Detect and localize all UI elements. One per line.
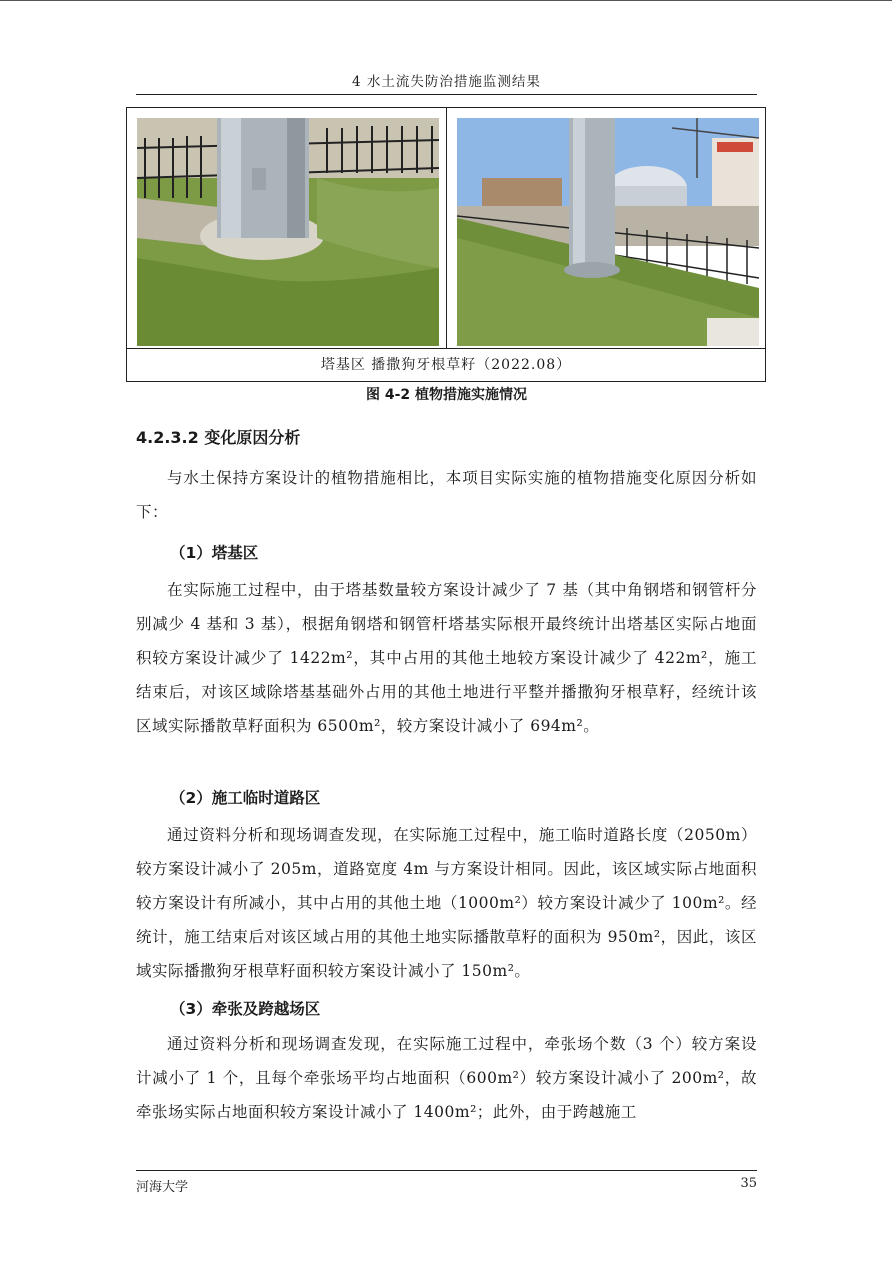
figure-photo-caption: 塔基区 播撒狗牙根草籽（2022.08） [320, 357, 572, 373]
page-top-border [0, 0, 892, 1]
running-header: 4 水土流失防治措施监测结果 [352, 74, 541, 90]
figure-title: 图 4-2 植物措施实施情况 [365, 387, 528, 403]
footer-rule [136, 1170, 757, 1171]
footer-institution: 河海大学 [136, 1180, 189, 1195]
figure-table [126, 107, 766, 382]
photo-tower-base-right [457, 118, 759, 346]
subsection-heading-tower-area: （1）塔基区 [170, 544, 259, 562]
photo-tower-base-left [137, 118, 439, 346]
header-rule [136, 94, 757, 95]
photo-row [127, 108, 765, 349]
intro-paragraph: 与水土保持方案设计的植物措施相比，本项目实际实施的植物措施变化原因分析如下： [136, 469, 757, 521]
subsection-heading-tension-crossing: （3）牵张及跨越场区 [170, 1000, 321, 1018]
subsection-paragraph-tension-crossing: 通过资料分析和现场调查发现，在实际施工过程中，牵张场个数（3 个）较方案设计减小了 1 个，且每个牵张场平均占地面积（600m²）较方案设计减小了 200m²，故牵张场实际占地面积较方案设计减小了 1400m²；此外，由于跨越施工 [136, 1035, 757, 1121]
photo-divider [446, 108, 447, 348]
subsection-paragraph-tower-area: 在实际施工过程中，由于塔基数量较方案设计减少了 7 基（其中角钢塔和钢管杆分别减少 4 基和 3 基），根据角钢塔和钢管杆塔基实际根开最终统计出塔基区实际占地面积较方案设计减少了 1422m²，其中占用的其他土地较方案设计减少了 422m²，施工结束后，对该区域除塔基基础外占用的其他土地进行平整并播撒狗牙根草籽，经统计该区域实际播散草籽面积为 6500m²，较方案设计减小了 694m²。 [136, 581, 757, 735]
page-number: 35 [740, 1176, 757, 1191]
section-heading: 4.2.3.2 变化原因分析 [136, 428, 301, 447]
subsection-heading-temporary-road: （2）施工临时道路区 [170, 789, 321, 807]
subsection-paragraph-temporary-road: 通过资料分析和现场调查发现，在实际施工过程中，施工临时道路长度（2050m）较方案设计减小了 205m，道路宽度 4m 与方案设计相同。因此，该区域实际占地面积较方案设计有所减小，其中占用的其他土地（1000m²）较方案设计减少了 100m²。经统计，施工结束后对该区域占用的其他土地实际播散草籽的面积为 950m²，因此，该区域实际播撒狗牙根草籽面积较方案设计减小了 150m²。 [136, 826, 757, 980]
